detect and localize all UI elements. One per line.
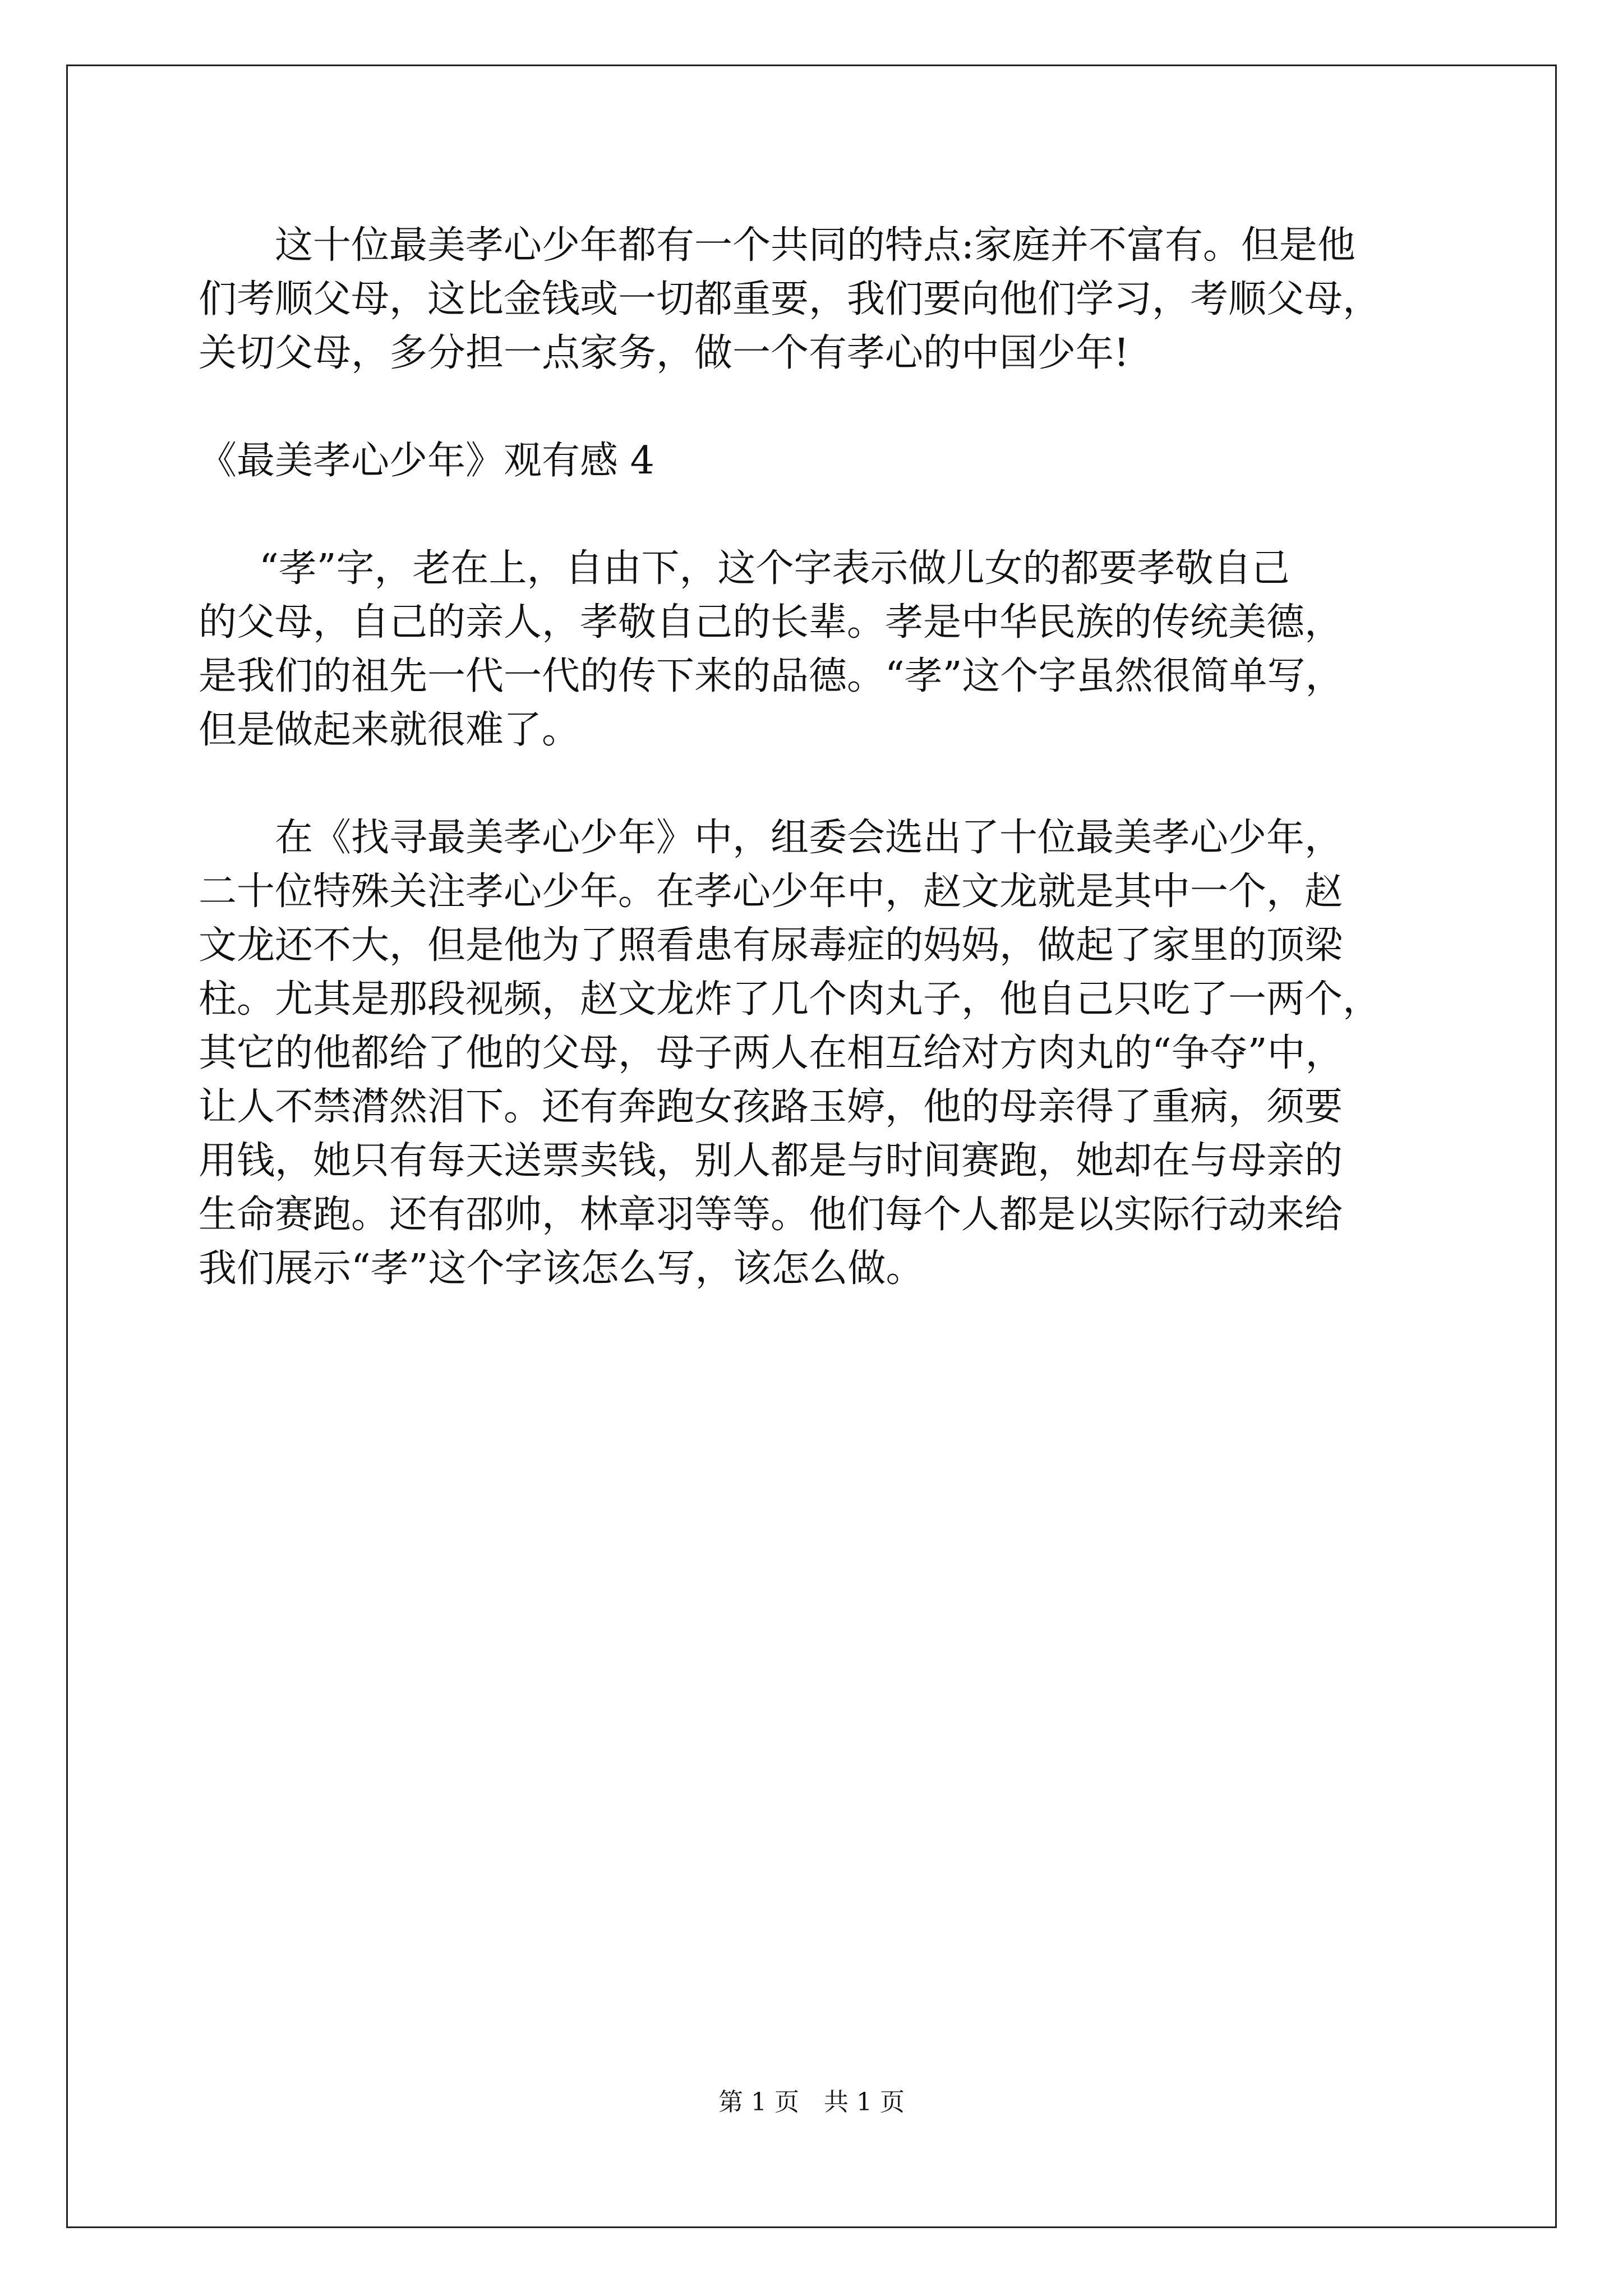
text-line: 柱。尤其是那段视频，赵文龙炸了几个肉丸子，他自己只吃了一两个，: [199, 977, 1381, 1022]
text-line: 们考顺父母，这比金钱或一切都重要，我们要向他们学习，考顺父母，: [199, 277, 1381, 321]
text-line: 关切父母，多分担一点家务，做一个有孝心的中国少年!: [199, 331, 1129, 375]
paragraph-1: [199, 219, 1432, 380]
document-body: [199, 219, 1432, 1296]
text-line: 但是做起来就很难了。: [199, 708, 580, 752]
text-line: 文龙还不大，但是他为了照看患有尿毒症的妈妈，做起了家里的顶梁: [199, 923, 1343, 968]
paragraph-2: [199, 542, 1432, 757]
text-line: 二十位特殊关注孝心少年。在孝心少年中，赵文龙就是其中一个，赵: [199, 869, 1343, 914]
text-line: 的父母，自己的亲人，孝敬自己的长辈。孝是中华民族的传统美德，: [199, 600, 1343, 645]
text-line: 在《找寻最美孝心少年》中，组委会选出了十位最美孝心少年，: [275, 816, 1343, 860]
text-line: 我们展示“孝”这个字该怎么写，该怎么做。: [199, 1246, 924, 1291]
text-line: 其它的他都给了他的父母，母子两人在相互给对方肉丸的“争夺”中，: [199, 1031, 1344, 1075]
text-line: 用钱，她只有每天送票卖钱，别人都是与时间赛跑，她却在与母亲的: [199, 1139, 1343, 1183]
text-line: 让人不禁潸然泪下。还有奔跑女孩路玉婷，他的母亲得了重病，须要: [199, 1085, 1343, 1129]
text-line: 这十位最美孝心少年都有一个共同的特点:家庭并不富有。但是他: [275, 223, 1355, 268]
page-number-footer: 第 1 页 共 1 页: [718, 2088, 905, 2116]
text-line: “孝”字，老在上，自由下，这个字表示做儿女的都要孝敬自己: [259, 546, 1290, 591]
text-line: 是我们的祖先一代一代的传下来的品德。“孝”这个字虽然很简单写，: [199, 654, 1344, 698]
paragraph-3: [199, 811, 1432, 1296]
section-heading: 《最美孝心少年》观有感 4: [199, 439, 654, 483]
text-line: 生命赛跑。还有邵帅，林章羽等等。他们每个人都是以实际行动来给: [199, 1193, 1343, 1237]
